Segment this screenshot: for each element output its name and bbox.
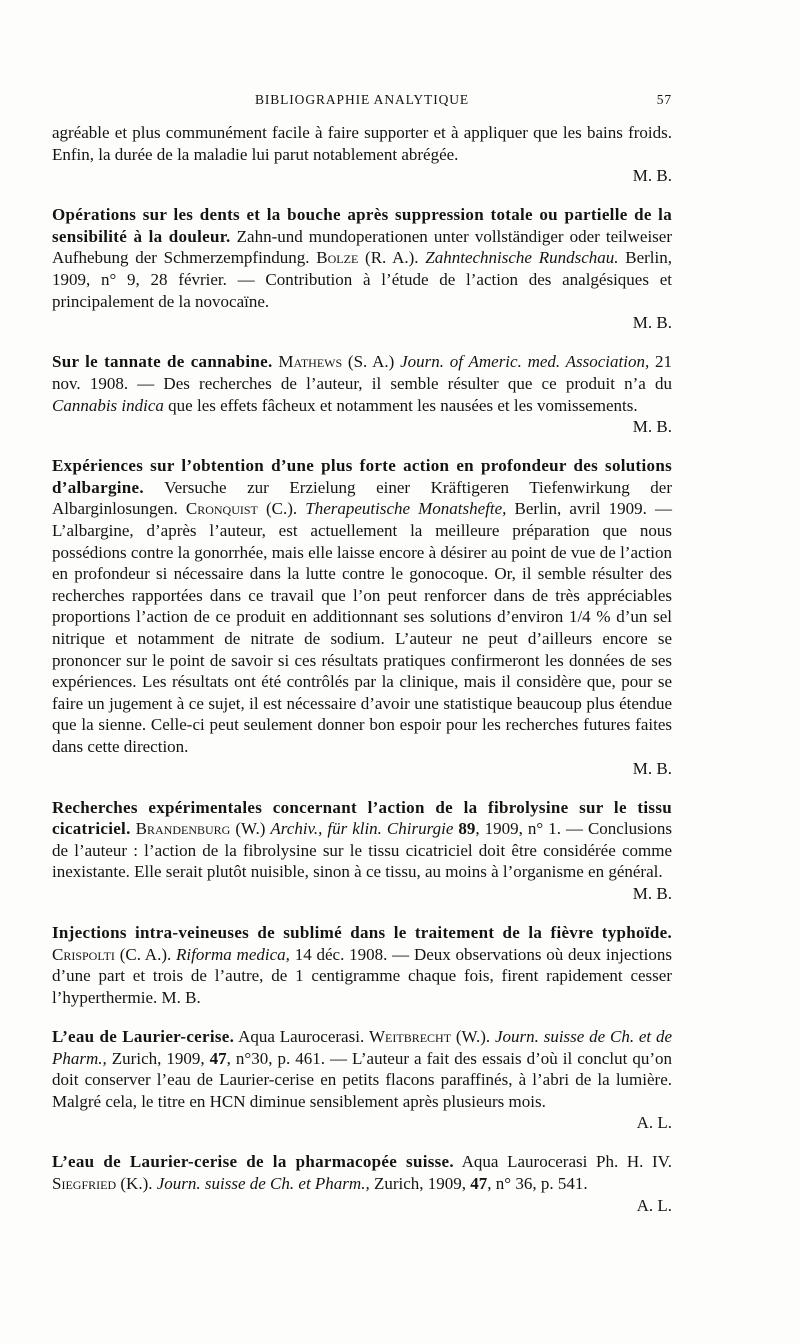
entry-initials: M. B. <box>632 758 672 778</box>
entry-author-initials: (W.). <box>451 1026 495 1046</box>
entry-journal: Zahntechnische Rundschau. <box>425 248 619 268</box>
bibliography-entry <box>52 1151 672 1216</box>
entry-text: , n° 36, p. 541. <box>487 1174 588 1194</box>
entry-author-initials: (C.). <box>257 499 306 519</box>
entry-initials: M. B. <box>632 313 672 333</box>
entry-text: 14 déc. 1908. — Deux observations où deux injections d’une part et trois de l’autre, de 1 centigramme chaque fois, firent rapidement cesser l’hyperthermie. <box>52 944 672 1007</box>
entry-original-title: Zahn-und mundoperationen unter vollständiger oder teilweiser Aufhebung der Schmerzempfindung. <box>52 226 672 268</box>
entry-journal: Archiv., für klin. Chirurgie <box>270 819 454 839</box>
entry-paragraph <box>52 1026 672 1112</box>
entry-author: Weitbrecht <box>369 1026 452 1046</box>
entry-title: Sur le tannate de cannabine. <box>52 352 273 372</box>
entry-text: , 1909, n° 1. — Conclusions de l’auteur : l’action de la fibrolysine sur le tissu cicatriciel doit être considérée comme inexistante. Elle serait plutôt nuisible, sinon à ce tissu, au moins à l’organisme en général. <box>52 819 673 882</box>
entry-journal: Journ. suisse de Ch. et Pharm., <box>156 1174 370 1194</box>
entry-author-initials: (R. A.). <box>358 248 426 268</box>
entry-citation: Berlin, 1909, n° 9, 28 février. — Contribution à l’étude de l’action des analgésiques et principalement de la novocaïne. <box>52 248 672 311</box>
entry-text: Zurich, 1909, <box>369 1174 471 1194</box>
bibliography-entry <box>52 204 672 334</box>
continuation-text: agréable et plus communément facile à faire supporter et à appliquer que les bains froids. Enfin, la durée de la maladie lui parut notablement abrégée. <box>52 123 672 164</box>
entry-journal: Therapeutische Monatshefte, <box>305 499 507 519</box>
entry-author: Brandenburg <box>135 819 231 839</box>
entry-author-initials: (S. A.) <box>342 352 401 372</box>
entry-author-initials: (K.). <box>116 1174 157 1194</box>
entry-original-title: Versuche zur Erzielung einer Kräftigeren Tiefenwirkung der Albarginlosungen. <box>52 477 672 519</box>
entry-title: L’eau de Laurier-cerise. <box>52 1026 235 1046</box>
entry-initials: M. B. <box>632 884 672 903</box>
bibliography-entry <box>52 922 672 1008</box>
entry-volume: 89 <box>458 819 476 839</box>
entry-text: 21 nov. 1908. — Des recherches de l’auteur, il semble résulter que ce produit n’a du <box>52 352 673 393</box>
entry-paragraph <box>52 351 672 416</box>
entry-journal: Journ. suisse de Ch. et de Pharm., <box>52 1026 672 1068</box>
entry-subtitle: Aqua Laurocerasi Ph. H. IV. <box>453 1152 673 1172</box>
entry-volume: 47 <box>209 1048 227 1068</box>
entry-title: Expériences sur l’obtention d’une plus forte action en profondeur des solutions d’albargine. <box>52 456 672 497</box>
bibliography-entry <box>52 1026 672 1134</box>
entry-text: , n°30, p. 461. — L’auteur a fait des essais d’où il conclut qu’on doit conserver l’eau de Laurier-cerise en petits flacons paraffinés, à l’abri de la lumière. Malgré cela, le titre en HCN diminue sensiblement après plusieurs mois. <box>52 1048 672 1111</box>
entry-paragraph <box>52 797 672 883</box>
entry-initials: M. B. <box>161 987 201 1007</box>
entry-subtitle: Aqua Laurocerasi. <box>234 1026 370 1046</box>
entry-title: Opérations sur les dents et la bouche après suppression totale ou partielle de la sensibilité à la douleur. <box>52 205 672 246</box>
entry-initials: M. B. <box>632 417 672 437</box>
entry-author: Mathews <box>278 352 343 372</box>
entry-paragraph <box>52 1151 672 1194</box>
entry-author: Bolze <box>316 248 359 268</box>
page-body <box>52 122 672 1216</box>
entry-paragraph <box>52 455 672 757</box>
entry-text: Berlin, avril 1909. — L’albargine, d’après l’auteur, est actuellement la meilleure préparation que nous possédions contre la gonorrhée, mais elle laisse encore à désirer au point de vue de l’action en profondeur si nécessaire dans la lutte contre le gonocoque. Or, il semble résulter des recherches rapportées dans ce travail que l’on peut renforcer dans de très appréciables proportions l’action de ce produit en additionnant ses solutions d’environ 1/4 % d’un sel nitrique et notamment de nitrate de sodium. L’auteur ne peut d’ailleurs encore se prononcer sur le point de savoir si ces résultats pratiques confirmeront les données de ses expériences. Les résultats ont été contrôlés par la clinique, mais il considère que, pour se faire un jugement à ce sujet, il est nécessaire d’avoir une statistique beaucoup plus étendue que la sienne. Celle-ci peut seulement donner bon espoir pour les recherches futures faites dans cette direction. <box>52 499 672 756</box>
entry-title: L’eau de Laurier-cerise de la pharmacopée suisse. <box>52 1152 454 1172</box>
entry-author-initials: (C. A.). <box>114 944 177 964</box>
bibliography-entry <box>52 797 672 905</box>
entry-text: que les effets fâcheux et notamment les nausées et les vomissements. <box>163 395 638 415</box>
continuation-paragraph <box>52 122 672 165</box>
entry-text: Zurich, 1909, <box>106 1048 210 1068</box>
entry-title: Injections intra-veineuses de sublimé dans le traitement de la fièvre typhoïde. <box>52 923 672 943</box>
running-head-title: BIBLIOGRAPHIE ANALYTIQUE <box>254 92 470 107</box>
page-number: 57 <box>656 92 672 107</box>
entry-species: Cannabis indica <box>52 395 164 415</box>
entry-author-initials: (W.) <box>230 819 271 839</box>
entry-paragraph <box>52 922 672 1008</box>
entry-author: Siegfried <box>52 1174 117 1194</box>
bibliography-entry <box>52 455 672 779</box>
entry-paragraph <box>52 204 672 312</box>
entry-initials: A. L. <box>636 1113 672 1133</box>
entry-initials: A. L. <box>636 1195 672 1215</box>
entry-journal: Journ. of Americ. med. Association, <box>400 352 650 372</box>
entry-title: Recherches expérimentales concernant l’action de la fibrolysine sur le tissu cicatriciel. <box>52 797 672 839</box>
bibliography-entry <box>52 351 672 437</box>
entry-initials: M. B. <box>632 166 672 186</box>
entry-volume: 47 <box>470 1174 488 1194</box>
entry-journal: Riforma medica, <box>176 944 290 964</box>
entry-author: Crispolti <box>52 944 115 964</box>
entry-author: Cronquist <box>185 499 258 519</box>
